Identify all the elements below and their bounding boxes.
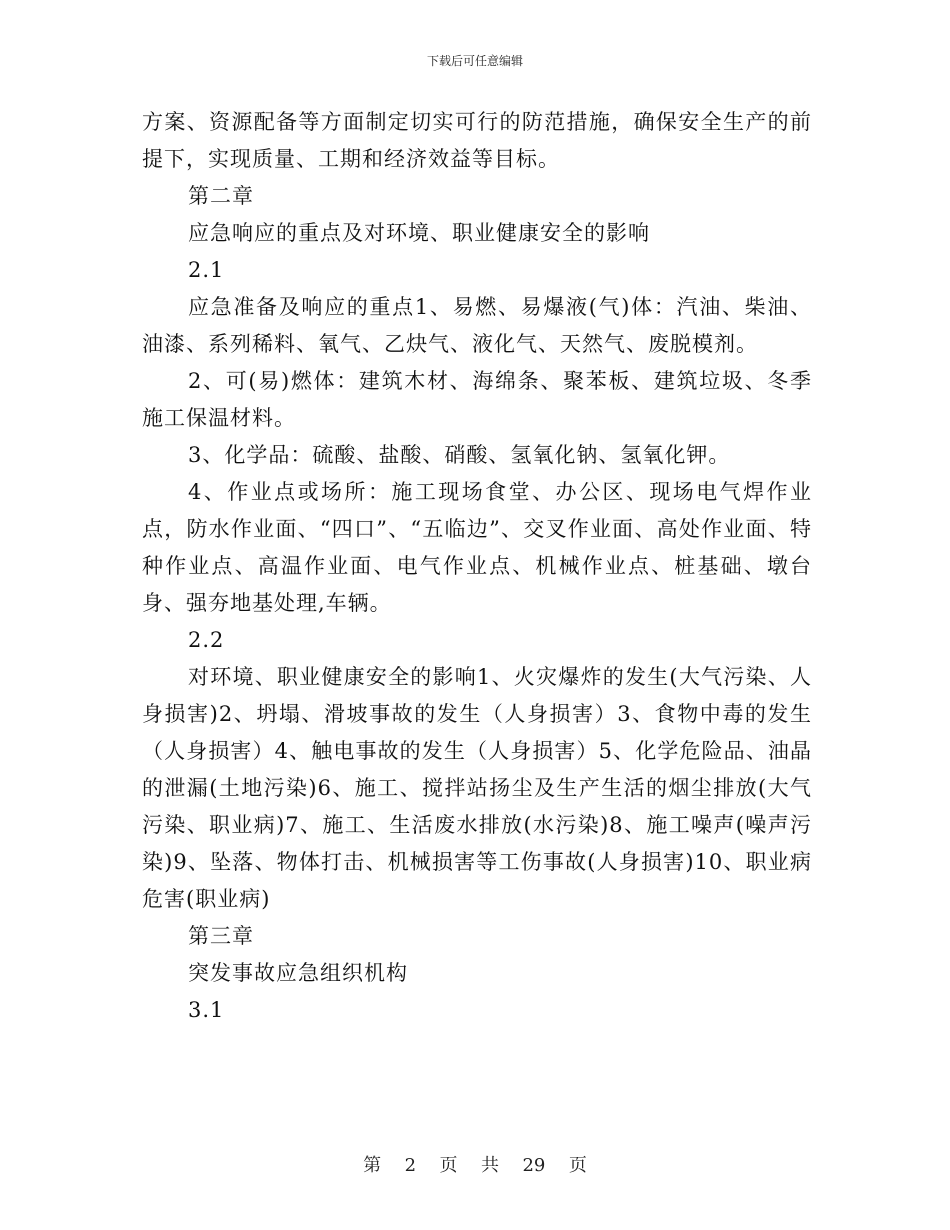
- footer-page-suffix: 页: [568, 1155, 587, 1176]
- paragraph: 3、化学品：硫酸、盐酸、硝酸、氢氧化钠、氢氧化钾。: [188, 443, 731, 467]
- section-number: 3.1: [188, 998, 225, 1022]
- section-number: 2.2: [188, 628, 225, 652]
- footer-page-number: 2: [404, 1155, 417, 1176]
- paragraph: 对环境、职业健康安全的影响1、火灾爆炸的发生(大气污染、人身损害)2、坍塌、滑坡事故的发生（人身损害）3、食物中毒的发生（人身损害）4、触电事故的发生（人身损害）5、化学危险品、油晶的泄漏(土地污染)6、施工、搅拌站扬尘及生产生活的烟尘排放(大气污染、职业病)7、施工、生活废水排放(水污染)8、施工噪声(噪声污染)9、坠落、物体打击、机械损害等工伤事故(人身损害)10、职业病危害(职业病): [142, 665, 812, 911]
- footer-total-pages: 29: [522, 1155, 546, 1176]
- page-header-note: 下载后可任意编辑: [426, 54, 523, 68]
- chapter-heading: 第二章: [188, 184, 254, 208]
- footer-page-prefix: 第: [363, 1155, 382, 1176]
- footer-page-label: 页: [439, 1155, 458, 1176]
- footer-total-prefix: 共: [481, 1155, 499, 1176]
- document-body: [142, 104, 812, 1029]
- chapter-title: 突发事故应急组织机构: [188, 961, 408, 985]
- chapter-title: 应急响应的重点及对环境、职业健康安全的影响: [188, 221, 650, 245]
- paragraph: 应急准备及响应的重点1、易燃、易爆液(气)体：汽油、柴油、油漆、系列稀料、氧气、乙炔气、液化气、天然气、废脱模剂。: [142, 295, 812, 356]
- section-number: 2.1: [188, 258, 225, 282]
- page-footer: [0, 1154, 950, 1178]
- paragraph: 4、作业点或场所：施工现场食堂、办公区、现场电气焊作业点，防水作业面、“四口”、“五临边”、交叉作业面、高处作业面、特种作业点、高温作业面、电气作业点、机械作业点、桩基础、墩台身、强夯地基处理,车辆。: [142, 480, 812, 615]
- paragraph: 方案、资源配备等方面制定切实可行的防范措施，确保安全生产的前提下，实现质量、工期和经济效益等目标。: [142, 110, 812, 171]
- chapter-heading: 第三章: [188, 924, 254, 948]
- paragraph: 2、可(易)燃体：建筑木材、海绵条、聚苯板、建筑垃圾、冬季施工保温材料。: [142, 369, 812, 430]
